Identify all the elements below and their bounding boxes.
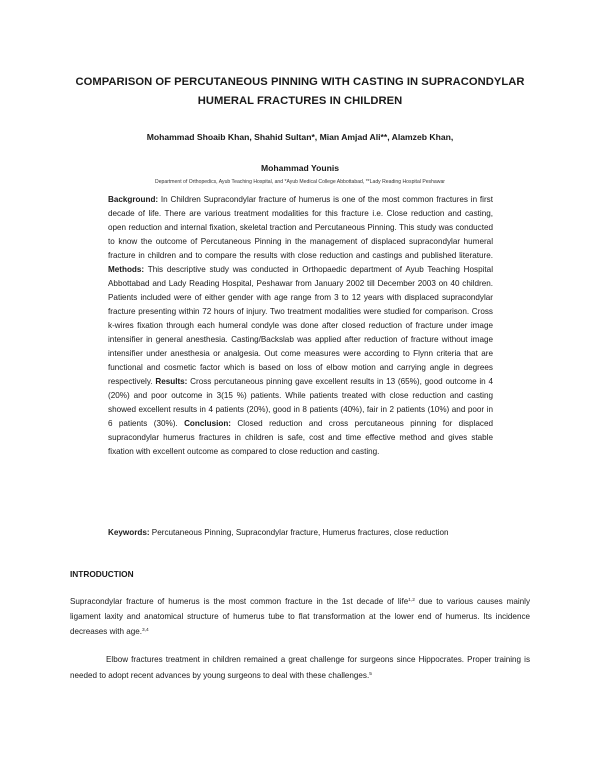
authors-line-1: Mohammad Shoaib Khan, Shahid Sultan*, Mian Amjad Ali**, Alamzeb Khan, [146,132,454,142]
introduction-paragraph-1 [70,594,530,639]
keywords [108,526,493,540]
conclusion-label: Conclusion: [184,419,232,428]
background-label: Background: [108,195,159,204]
results-label: Results: [155,377,188,386]
keywords-label: Keywords: [108,528,150,537]
para1-text-a: Supracondylar fracture of humerus is the most common fracture in the 1st decade of life [70,597,409,606]
abstract [108,193,493,459]
author-list [60,122,540,184]
citation-1-2: 1,2 [408,598,415,603]
keywords-text: Percutaneous Pinning, Supracondylar fracture, Humerus fractures, close reduction [149,528,449,537]
conclusion-text: Closed reduction and cross percutaneous pinning for displaced supracondylar humerus fractures in children is safe, cost and time effective method and gives stable fixation with excellent outcome as compared to close reduction and casting. [108,419,493,456]
affiliation: Department of Orthopedics, Ayub Teaching Hospital, and *Ayub Medical College Abbottabad, **Lady Reading Hospital Peshawar [155,179,445,185]
results-text: Cross percutaneous pinning gave excellent results in 13 (65%), good outcome in 4 (20%) and poor outcome in 3(15 %) patients. While patients treated with close reduction and casting showed excellent results in 4 patients (20%), good in 8 patients (40%), fair in 2 patients (10%) and poor in 6 patients (30%). [108,377,493,428]
authors-line-2: Mohammad Younis [261,163,339,173]
background-text: In Children Supracondylar fracture of humerus is one of the most common fractures in first decade of life. There are various treatment modalities for this fracture i.e. Close reduction and casting, open reduction and internal fixation, skeletal traction and Percutaneous Pinning. This study was conducted to know the outcome of Percutaneous Pinning in the management of displaced supracondylar humeral fracture in children and to compare the results with close reduction and castings and published literature. [108,195,493,260]
paper-title: COMPARISON OF PERCUTANEOUS PINNING WITH CASTING IN SUPRACONDYLAR HUMERAL FRACTURES IN CHILDREN [75,76,525,107]
introduction-heading: INTRODUCTION [70,569,134,579]
para2-text: Elbow fractures treatment in children remained a great challenge for surgeons since Hippocrates. Proper training is needed to adopt recent advances by young surgeons to deal with these challenges. [70,655,530,680]
citation-5: 5 [369,672,372,677]
citation-3-4: 3,4 [142,628,149,633]
methods-text: This descriptive study was conducted in Orthopaedic department of Ayub Teaching Hospital Abbottabad and Lady Reading Hospital, Peshawar from January 2002 till December 2003 on 40 children. Patients included were of either gender with age range from 3 to 12 years with displaced supracondylar fracture presenting within 72 hours of injury. Two treatment modalities were studied for comparison. Cross k-wires fixation through each humeral condyle was done after closed reduction of fracture under image intensifier in general anesthesia. Casting/Backslab was applied after reduction of fracture without image intensifier under anesthesia or analgesia. Out come measures were according to Flynn criteria that are functional and cosmetic factor which is based on loss of elbow motion and carrying angle in degrees respectively. [108,265,493,386]
para1-text-b: due to various causes mainly ligament laxity and anatomical structure of humerus tube to flat transformation at the lower end of humerus. Its incidence decreases with age. [70,597,530,636]
introduction-paragraph-2 [70,652,530,684]
methods-label: Methods: [108,265,145,274]
